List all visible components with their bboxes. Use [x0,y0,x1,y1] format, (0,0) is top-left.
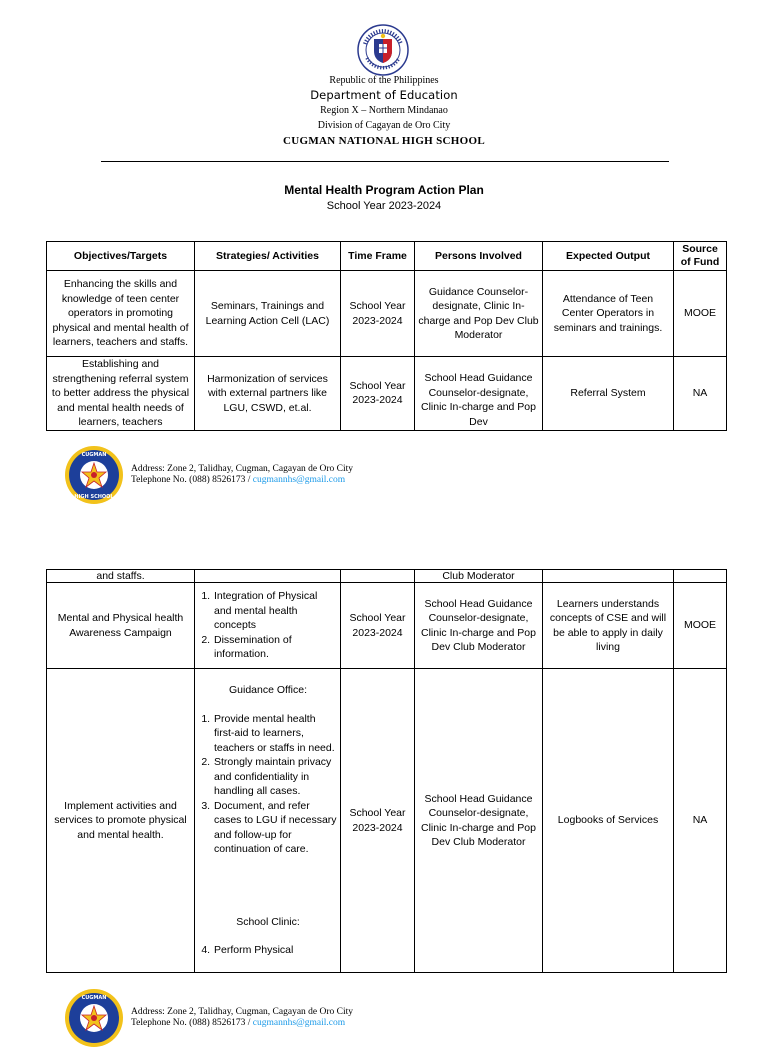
cell-persons: Club Moderator [415,570,543,583]
cell-output: Attendance of Teen Center Operators in seminars and trainings. [543,271,674,357]
header-source-of-fund: Source of Fund [674,242,727,271]
cell-strategies: Harmonization of services with external partners like LGU, CSWD, et.al. [195,357,341,431]
footer-telephone: Telephone No. (088) 8526173 / [131,1018,253,1028]
footer-address: Address: Zone 2, Talidhay, Cugman, Cagayan de Oro City [131,464,354,474]
guidance-office-label: Guidance Office: [228,684,308,697]
cell-time-frame: School Year 2023-2024 [341,271,415,357]
cell-fund: MOOE [674,271,727,357]
strategy-item: 1. Provide mental health first-aid to learners, teachers or staffs in need. [213,712,337,756]
school-logo [64,988,124,1048]
cell-strategies: Seminars, Trainings and Learning Action Cell (LAC) [195,271,341,357]
header-persons-involved: Persons Involved [415,242,543,271]
cell-fund: NA [674,669,727,973]
cell-fund: NA [674,357,727,431]
strategy-item: 3. Document, and refer cases to LGU if necessary and follow-up for continuation of care. [213,799,337,857]
cell-objectives: Establishing and strengthening referral system to better address the physical and mental health needs of learners, teachers [47,357,195,431]
strategy-list [195,712,337,857]
page-footer [64,988,664,1052]
header-region: Region X – Northern Mindanao [320,105,448,116]
strategy-list [195,589,337,662]
svg-text:HIGH SCHOOL: HIGH SCHOOL [74,494,114,500]
footer-address-block [131,464,353,486]
header-objectives: Objectives/Targets [47,242,195,271]
cell-time-frame: School Year 2023-2024 [341,583,415,669]
action-plan-table-page-2 [46,569,727,973]
footer-email-link[interactable]: cugmannhs@gmail.com [252,1018,346,1028]
cell-fund [674,570,727,583]
cell-objectives: Mental and Physical health Awareness Campaign [47,583,195,669]
cell-output: Referral System [543,357,674,431]
cell-persons: School Head Guidance Counselor-designate, Clinic In-charge and Pop Dev Club Moderator [415,669,543,973]
header-republic: Republic of the Philippines [329,75,439,86]
cell-output: Logbooks of Services [543,669,674,973]
cell-time-frame: School Year 2023-2024 [341,357,415,431]
cell-output: Learners understands concepts of CSE and will be able to apply in daily living [543,583,674,669]
header-divider [101,161,669,162]
strategy-list [195,943,337,958]
strategy-item: 2. Dissemination of information. [213,633,337,662]
cell-objectives: Enhancing the skills and knowledge of teen center operators in promoting physical and mental health of learners, teachers and staffs. [47,271,195,357]
table-row [47,271,727,357]
cell-time-frame: School Year 2023-2024 [341,669,415,973]
cell-strategies [195,570,341,583]
table-header-row [47,242,727,271]
cell-objectives: and staffs. [47,570,195,583]
document-school-year: School Year 2023-2024 [326,200,442,212]
cell-strategies [195,669,341,973]
school-clinic-label: School Clinic: [236,915,300,928]
header-time-frame: Time Frame [341,242,415,271]
strategy-item: 2. Strongly maintain privacy and confidentiality in handling all cases. [213,755,337,799]
table-row [47,583,727,669]
header-division: Division of Cagayan de Oro City [317,120,451,131]
table-row [47,669,727,973]
cell-persons: Guidance Counselor-designate, Clinic In-charge and Pop Dev Club Moderator [415,271,543,357]
strategy-item: 1. Integration of Physical and mental health concepts [213,589,337,633]
header-expected-output: Expected Output [543,242,674,271]
cell-fund: MOOE [674,583,727,669]
footer-contact-line [131,475,353,486]
svg-text:CUGMAN: CUGMAN [81,995,107,1001]
svg-text:CUGMAN: CUGMAN [81,452,107,458]
cell-strategies [195,583,341,669]
document-title: Mental Health Program Action Plan [284,183,484,197]
action-plan-table-page-1 [46,241,727,431]
table-row [47,357,727,431]
school-logo [64,445,124,505]
footer-telephone: Telephone No. (088) 8526173 / [131,475,253,485]
cell-persons: School Head Guidance Counselor-designate, Clinic In-charge and Pop Dev Club Moderator [415,583,543,669]
strategy-item: 4. Perform Physical [213,943,337,958]
cell-output [543,570,674,583]
cell-persons: School Head Guidance Counselor-designate, Clinic In-charge and Pop Dev [415,357,543,431]
table-row [47,570,727,583]
footer-address-block [131,1007,353,1029]
cell-objectives: Implement activities and services to promote physical and mental health. [47,669,195,973]
header-strategies: Strategies/ Activities [195,242,341,271]
footer-email-link[interactable]: cugmannhs@gmail.com [252,475,346,485]
header-school-name: CUGMAN NATIONAL HIGH SCHOOL [283,135,485,147]
header-department: Department of Education [310,88,458,102]
deped-seal-logo [357,24,409,76]
page-footer [64,445,664,509]
cell-time-frame [341,570,415,583]
footer-address: Address: Zone 2, Talidhay, Cugman, Cagayan de Oro City [131,1007,354,1017]
